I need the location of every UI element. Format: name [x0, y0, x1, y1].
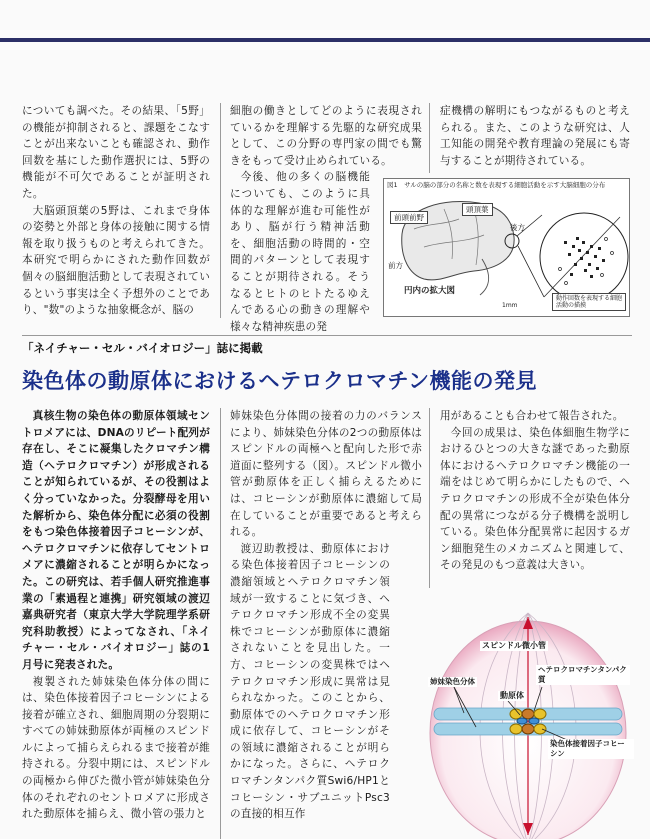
- paragraph: 細胞の働きとしてどのように表現されているかを理解する先駆的な研究成果として、この分野の専門家の間でも驚きをもって受け止められている。: [230, 105, 422, 167]
- label-hetero-text: ヘテロクロマチンタンパク質: [538, 665, 627, 684]
- legend-box: [552, 293, 626, 311]
- column-divider: [429, 408, 430, 588]
- paragraph: 症機構の解明にもつながるものと考えられる。また、このような研究は、人工知能の開発や教育理論の発展にも寄与することが期待されている。: [440, 105, 630, 167]
- paragraph: 渡辺助教授は、動原体における染色体接着因子コヒーシンの濃縮領域とヘテロクロマチン領域が一致することに気づき、ヘテロクロマチン形成不全の変異株でコヒーシンが動原体に濃縮されないことを見出した。一方、コヒーシンの変異株ではヘテロクロマチン形成に異常は見られなかった。このことから、動原体でのヘテロクロマチン形成に依存して、コヒーシンがその領域に濃縮されることが明らかになった。さらに、ヘテロクロマチンタンパク質Swi6/HP1とコヒーシン・サブユニットPsc3の直接的相互作: [230, 542, 390, 821]
- label-cohesin-text: 染色体接着因子コヒーシン: [550, 739, 625, 758]
- section-rule: [22, 335, 632, 336]
- paragraph: 用があることも合わせて報告された。: [440, 410, 624, 422]
- label-hetero: [536, 665, 630, 685]
- paragraph: についても調べた。その結果、「5野」の機能が抑制されると、課題をこなすことが出来ないことも確認され、動作回数を基にした動作選択には、5野の機能が不可欠であることが証明された。: [22, 105, 210, 200]
- lead-paragraph: 真核生物の染色体の動原体領域セントロメアには、DNAのリピート配列が存在し、そこに凝集したクロマチン構造（ヘテロクロマチン）が形成されることが知られているが、その役割はよく分っていなかった。分裂酵母を用いた解析から、染色体分配に必須の役割をもつ染色体接着因子コヒーシンが、ヘテロクロマチンに依存してセントロメアに濃縮されることが明らかになった。この研究は、若手個人研究推進事業の「素過程と連携」研究領域の渡辺嘉典研究者（東京大学大学院理学系研究科助教授）によってなされ、「ネイチャー・セル・バイオロジー」誌の1月号に発表された。: [22, 410, 210, 671]
- paragraph: 大脳頭頂葉の5野は、これまで身体の姿勢と外部と身体の接触に関する情報を取り扱うものと考えられてきた。本研究で明らかにされた動作回数が個々の脳細胞活動として表現されているという事実は全く予想外のことであり、"数"のような抽象概念が、脳の: [22, 204, 210, 317]
- page-top-bar: [0, 38, 650, 42]
- paragraph: 複製された姉妹染色体分体の間には、染色体接着因子コヒーシンによる接着が確立され、細胞周期の分裂期にすべての姉妹動原体が両極のスピンドルによって捕らえられるまで接着が維持される。分裂中期には、スピンドルの両極から伸びた微小管が姉妹染色分体のそれぞれのセントロメアに形成された動原体を捕らえ、微小管の張力と: [22, 675, 210, 821]
- bottom-column-3: [440, 408, 630, 574]
- label-cohesin: [548, 739, 634, 759]
- paragraph: 今回の成果は、染色体細胞生物学におけるひとつの大きな謎であった動原体におけるヘテロクロマチン機能の一端をはじめて明らかにしたもので、ヘテロクロマチンの形成不全が染色体分配の異常につながる分子機構を説明している。染色体分配異常に起因するガン細胞発生のメカニズムと関連して、その発見のもつ意義は大きい。: [440, 426, 630, 572]
- bottom-column-2: [230, 408, 422, 823]
- top-column-3: [440, 103, 630, 169]
- label-back: 後方: [510, 223, 525, 232]
- column-divider: [220, 408, 221, 839]
- label-parietal: 頭頂葉: [462, 203, 493, 216]
- label-frontal: 前頭前野: [390, 211, 428, 224]
- legend-text: 動作回数を表現する細胞活動の描摸: [556, 295, 623, 309]
- article-kicker: 「ネイチャー・セル・バイオロジー」誌に掲載: [22, 341, 263, 355]
- label-scale: 1mm: [502, 302, 518, 309]
- spindle-illustration: [424, 595, 636, 839]
- label-front: 前方: [388, 261, 403, 270]
- paragraph: 今後、他の多くの脳機能についても、このように具体的な理解が進む可能性があり、脳が行う精神活動を、細胞活動の時間的・空間的パターンとして表現することが期待される。そうなるとヒトのヒトたるゆえんである心の動きの理解や様々な精神疾患の発: [230, 171, 370, 333]
- paragraph: 姉妹染色分体間の接着の力のバランスにより、姉妹染色分体の2つの動原体はスピンドルの両極へと配向した形で赤道面に整列する（図）。スピンドル微小管が動原体を正しく捕らえるためには、コヒーシンが動原体に濃縮して局在していることが重要であると考えられる。: [230, 410, 422, 539]
- column-divider: [429, 103, 430, 173]
- label-zoom: 円内の拡大図: [404, 286, 456, 296]
- label-sister: 姉妹染色分体: [430, 677, 475, 686]
- figure-1-caption: 図1 サルの脳の部分の名称と数を表現する細胞活動を示す大脳細胞の分布: [387, 181, 606, 189]
- label-spindle: スピンドル微小管: [482, 641, 546, 650]
- bottom-column-1: [22, 408, 210, 823]
- article-headline: 染色体の動原体におけるヘテロクロマチン機能の発見: [22, 369, 537, 393]
- figure-1-brain-map: [383, 178, 630, 317]
- column-divider: [220, 103, 221, 318]
- top-column-1: [22, 103, 210, 319]
- figure-2-spindle-diagram: [424, 595, 636, 839]
- label-kinetochore: 動原体: [500, 691, 524, 700]
